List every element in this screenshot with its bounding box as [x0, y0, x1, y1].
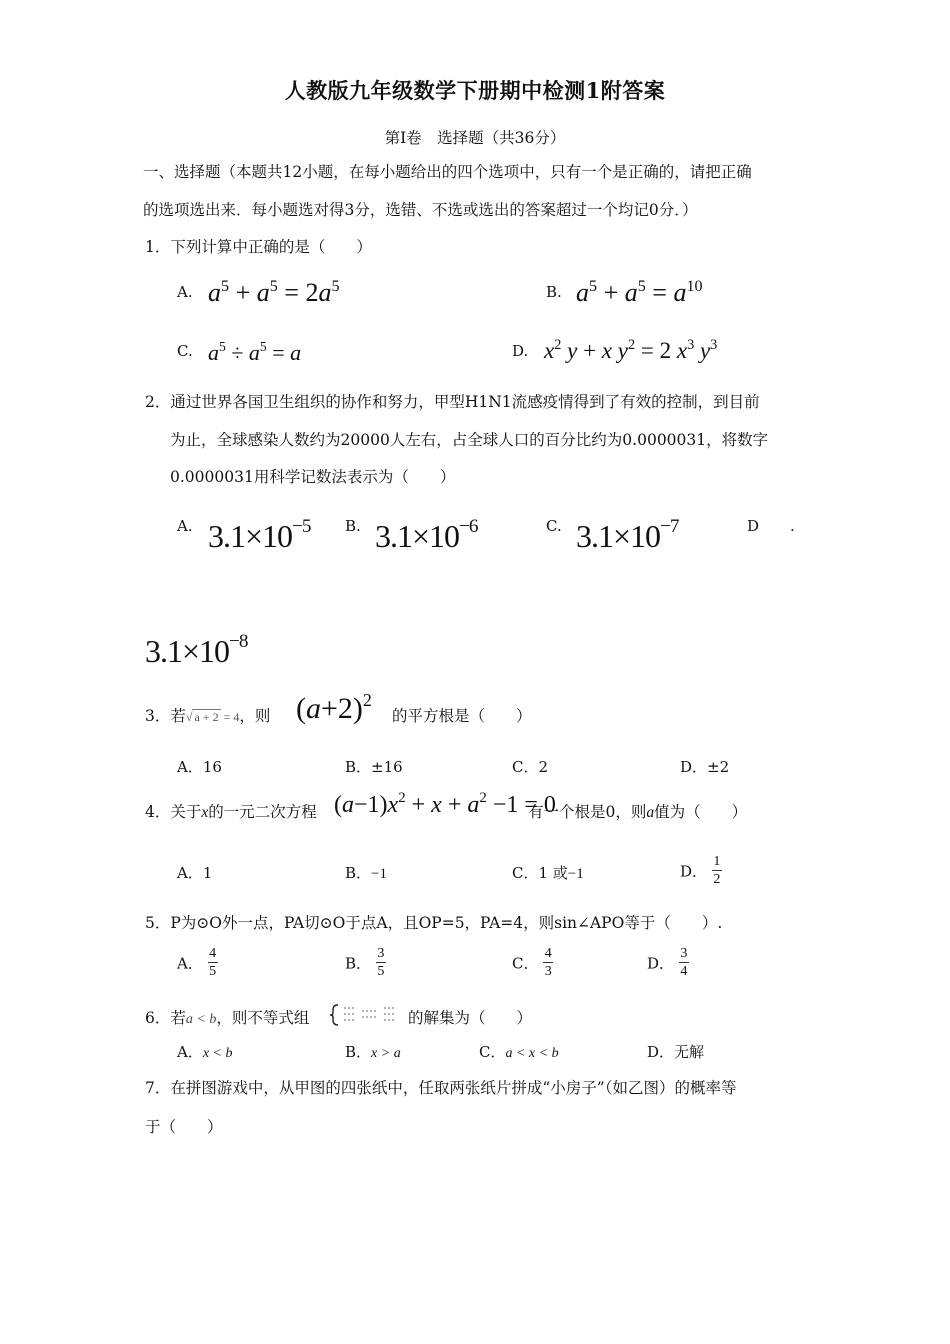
- q5-option-b: [345, 946, 386, 980]
- q6-option-b-expr: x > a: [371, 1046, 401, 1061]
- q3-option-d: D．±2: [680, 758, 730, 776]
- q5-option-d-denominator: 4: [680, 964, 688, 980]
- q2-option-d-dot: .: [790, 517, 795, 535]
- q1-option-c-label: C.: [177, 342, 193, 360]
- q3-sqrt-expr: √ a + 2 = 4: [185, 710, 240, 724]
- q5-option-b-fraction: [376, 946, 386, 980]
- q6-mid: ，则不等式组: [216, 1009, 310, 1027]
- q4-end: 值为（ ）: [654, 803, 748, 821]
- q5-option-a: [177, 946, 218, 980]
- q2-option-a-label: A.: [177, 517, 193, 535]
- q4-option-b-value: −1: [371, 866, 387, 882]
- q5-option-a-numerator: 4: [209, 946, 217, 961]
- q5-option-a-denominator: 5: [209, 964, 217, 980]
- q3-option-b: B．±16: [345, 758, 403, 776]
- q3-stem: [145, 704, 270, 726]
- q5-option-d: [647, 946, 689, 980]
- q1-option-b-expr: $a^5 + a^5 = a^{10}$: [576, 277, 703, 307]
- q5-option-c-label: C．: [512, 954, 539, 973]
- q5-option-b-denominator: 5: [377, 964, 385, 980]
- q1-option-c-expr: $a^5 \div a^5 = a$: [208, 339, 302, 365]
- q2-stem-line-3: 0.0000031用科学记数法表示为（ ）: [170, 468, 456, 486]
- q7-stem-line-2: 于（ ）: [145, 1118, 223, 1136]
- q5-option-d-fraction: [679, 946, 689, 980]
- q4-option-d-label: D．: [680, 862, 708, 881]
- q2-option-d-expr: $3.1\times 10^{-8}$: [145, 630, 248, 669]
- q4-stem: [145, 800, 317, 822]
- q6-option-a-label: A．: [177, 1043, 203, 1061]
- q6-prefix: 6．若: [145, 1009, 186, 1027]
- q2-option-c-label: C.: [546, 517, 562, 535]
- q4-option-a: A．1: [177, 864, 213, 882]
- q6-option-c: [479, 1041, 559, 1062]
- q2-stem-line-2: 为止，全球感染人数约为20000人左右，占全球人口的百分比约为0.0000031，将数字: [170, 431, 769, 449]
- q2-option-c-expr: $3.1\times 10^{-7}$: [576, 515, 679, 554]
- q4-option-d-fraction: [712, 854, 722, 888]
- q5-stem: 5．P为⊙O外一点，PA切⊙O于点A，且OP=5，PA=4，则sin∠APO等于（ ）.: [145, 914, 723, 932]
- q5-option-c-numerator: 4: [544, 946, 552, 961]
- q7-stem-line-1: 7．在拼图游戏中，从甲图的四张纸中，任取两张纸片拼成“小房子”（如乙图）的概率等: [145, 1079, 737, 1097]
- q2-option-d-label: D: [747, 517, 760, 535]
- q2-option-a-expr: $3.1\times 10^{-5}$: [208, 515, 311, 554]
- q5-option-a-label: A．: [177, 954, 203, 973]
- page-title: 人教版九年级数学下册期中检测1附答案: [284, 78, 666, 103]
- q6-option-b: [345, 1041, 401, 1062]
- q3-prefix: 3．若: [145, 707, 186, 725]
- q5-option-b-label: B．: [345, 954, 372, 973]
- q4-option-b-label: B．: [345, 864, 372, 882]
- q5-option-d-numerator: 3: [680, 946, 688, 961]
- q3-equals-4: = 4: [220, 710, 240, 724]
- q3-suffix: 的平方根是（ ）: [392, 707, 532, 725]
- q2-option-b-expr: $3.1\times 10^{-6}$: [375, 515, 478, 554]
- q6-suffix: 的解集为（ ）: [408, 1009, 533, 1027]
- q1-option-d-expr: $x^2$ y + x $y^2 = 2$ $x^3$ $y^3$: [544, 336, 718, 363]
- q5-option-c-fraction: [543, 946, 553, 980]
- q4-mid: 的一元二次方程: [208, 803, 317, 821]
- q1-stem: 1．下列计算中正确的是（ ）: [145, 238, 372, 256]
- q5-option-b-numerator: 3: [377, 946, 385, 961]
- q6-stem: [145, 1006, 309, 1028]
- q2-option-b-label: B.: [345, 517, 361, 535]
- q1-option-d-label: D.: [512, 342, 529, 360]
- q4-suffix: [528, 800, 747, 822]
- q1-option-a-label: A.: [177, 283, 193, 301]
- q5-option-c-denominator: 3: [544, 964, 552, 980]
- q5-option-a-fraction: [208, 946, 218, 980]
- q6-option-d: D．无解: [647, 1043, 705, 1061]
- q3-option-c: C．2: [512, 758, 549, 776]
- q4-option-c-value: −1: [567, 866, 584, 882]
- q6-option-a-expr: x < b: [202, 1046, 233, 1061]
- q6-option-b-label: B．: [345, 1043, 372, 1061]
- q4-suffix-text: 有一个根是0，则: [528, 803, 647, 821]
- q4-option-b: [345, 862, 387, 883]
- q6-condition: a < b: [185, 1012, 217, 1027]
- q1-option-b-label: B.: [546, 283, 562, 301]
- q1-option-a-expr: $a^5 + a^5 = 2a^5$: [208, 277, 340, 307]
- q3-radicand: a + 2: [194, 710, 219, 724]
- q4-option-c-label: C．1 或: [512, 864, 568, 882]
- q4-option-d: [680, 854, 722, 888]
- q6-option-c-label: C．: [479, 1043, 506, 1061]
- q4-var-x: x: [201, 804, 209, 821]
- q3-expression: $(a+2)^2$: [296, 690, 372, 725]
- q6-option-c-expr: a < x < b: [505, 1046, 559, 1061]
- q4-option-d-numerator: 1: [713, 854, 721, 869]
- section-subtitle: 第Ⅰ卷 选择题（共36分）: [384, 129, 566, 147]
- q6-option-a: [177, 1041, 233, 1062]
- q6-inequality-system-image: [330, 1002, 402, 1032]
- q5-option-c: [512, 946, 553, 980]
- q3-mid: ，则: [239, 707, 271, 725]
- instructions-line-1: 一、选择题（本题共12小题，在每小题给出的四个选项中，只有一个是正确的，请把正确: [143, 163, 752, 181]
- instructions-line-2: 的选项选出来．每小题选对得3分，选错、不选或选出的答案超过一个均记0分．）: [143, 201, 698, 219]
- q3-option-a: A．16: [177, 758, 222, 776]
- q4-prefix: 4．关于: [145, 803, 202, 821]
- q4-option-c: [512, 862, 584, 883]
- q2-stem-line-1: 2．通过世界各国卫生组织的协作和努力，甲型H1N1流感疫情得到了有效的控制，到目前: [145, 393, 760, 411]
- q4-option-d-denominator: 2: [713, 872, 721, 888]
- q4-var-a: a: [646, 804, 655, 821]
- q5-option-d-label: D．: [647, 954, 675, 973]
- q4-equation: $(a-1)x^2 + x + a^2 -1 = 0$: [334, 790, 556, 818]
